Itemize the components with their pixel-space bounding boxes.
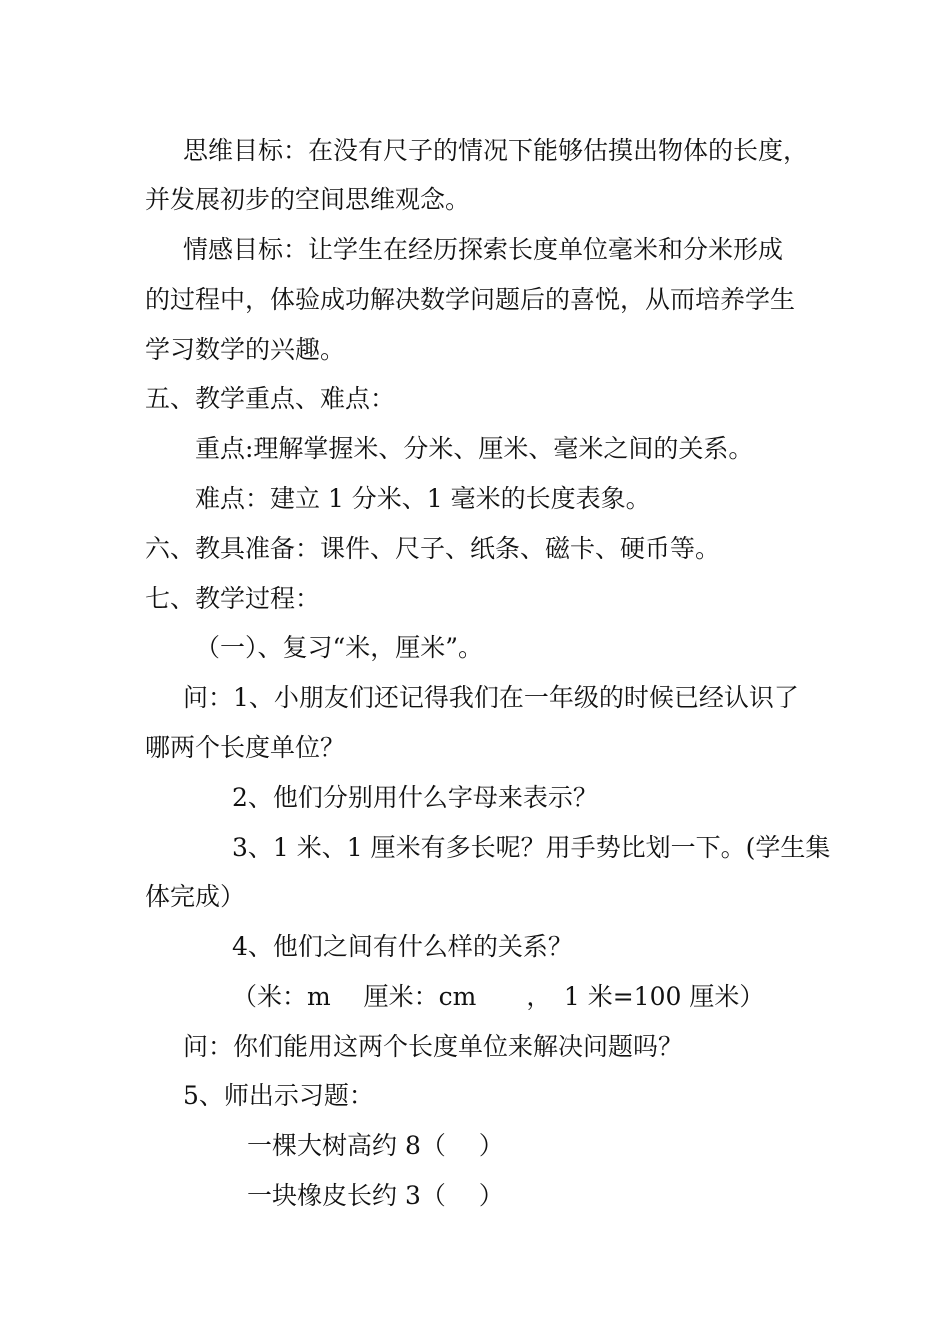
- question-4-line: 4、他们之间有什么样的关系？: [232, 932, 573, 961]
- difficulty-line: 难点：建立 1 分米、1 毫米的长度表象。: [195, 484, 651, 513]
- question-1-line-1: 问：1、小朋友们还记得我们在一年级的时候已经认识了: [183, 683, 799, 712]
- question-use-units-line: 问：你们能用这两个长度单位来解决问题吗？: [183, 1032, 684, 1061]
- emotion-goal-line-1: 情感目标：让学生在经历探索长度单位毫米和分米形成: [183, 235, 784, 264]
- section-six-heading: 六、教具准备：课件、尺子、纸条、磁卡、硬币等。: [145, 534, 721, 563]
- question-2-line: 2、他们分别用什么字母来表示？: [232, 783, 598, 812]
- emotion-goal-line-3: 学习数学的兴趣。: [145, 335, 346, 364]
- thinking-goal-line-2: 并发展初步的空间思维观念。: [145, 185, 471, 214]
- section-seven-heading: 七、教学过程：: [145, 584, 321, 613]
- exercise-tree-line: 一棵大树高约 8（ ）: [247, 1131, 504, 1160]
- review-subheading: （一）、复习“米，厘米”。: [195, 633, 484, 662]
- question-1-line-2: 哪两个长度单位？: [145, 733, 346, 762]
- section-five-heading: 五、教学重点、难点：: [145, 384, 396, 413]
- question-3-line-2: 体完成）: [145, 882, 246, 911]
- exercise-eraser-line: 一块橡皮长约 3（ ）: [247, 1181, 504, 1210]
- exercise-heading: 5、师出示习题：: [183, 1081, 374, 1110]
- question-3-line-1: 3、1 米、1 厘米有多长呢？用手势比划一下。(学生集: [232, 833, 831, 862]
- unit-relation-line: （米：m 厘米：cm ， 1 米=100 厘米）: [232, 982, 765, 1011]
- thinking-goal-line-1: 思维目标：在没有尺子的情况下能够估摸出物体的长度，: [183, 136, 809, 165]
- key-point-line: 重点:理解掌握米、分米、厘米、毫米之间的关系。: [195, 434, 754, 463]
- emotion-goal-line-2: 的过程中，体验成功解决数学问题后的喜悦，从而培养学生: [145, 285, 796, 314]
